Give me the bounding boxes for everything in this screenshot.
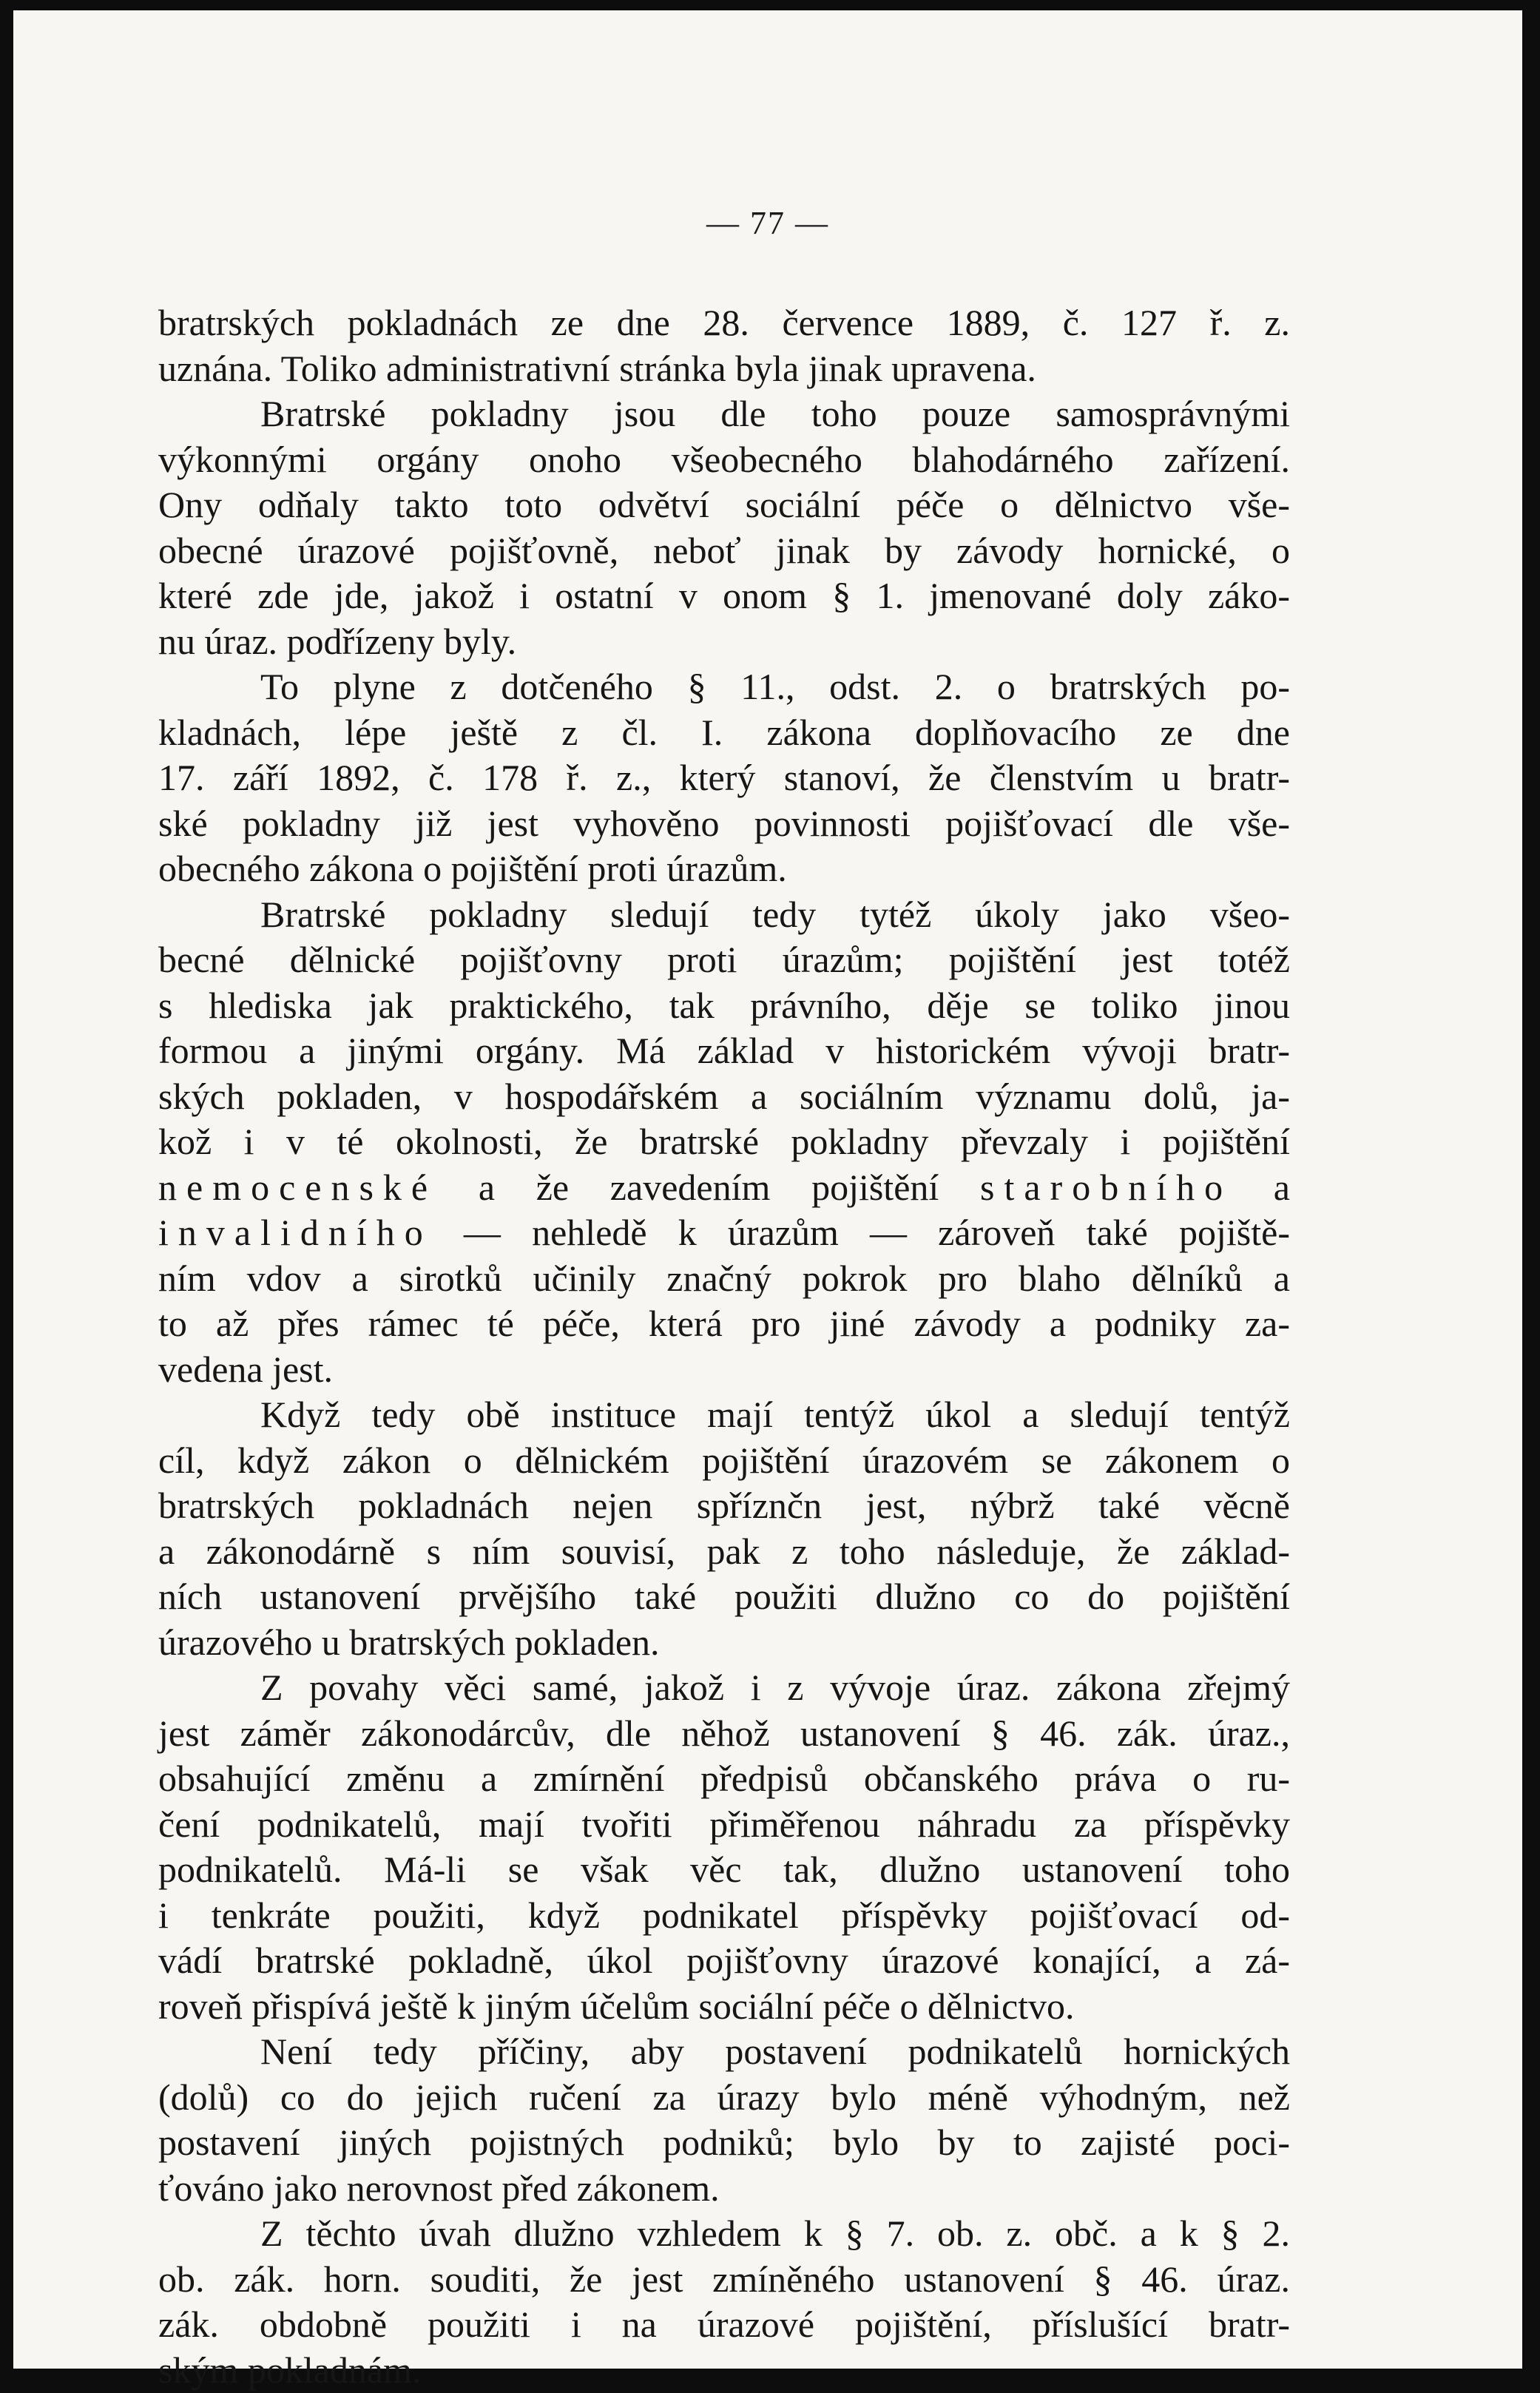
text-line: Bratrské pokladny sledují tedy tytéž úkoly jako všeo- [158,892,1290,938]
text-line: Bratrské pokladny jsou dle toho pouze samosprávnými [158,391,1290,437]
text-line: výkonnými orgány onoho všeobecného blahodárného zařízení. [158,437,1290,483]
text-line: obecné úrazové pojišťovně, neboť jinak by závody hornické, o [158,528,1290,574]
text-line: bratrských pokladnách ze dne 28. července 1889, č. 127 ř. z. [158,300,1290,346]
text-line: postavení jiných pojistných podniků; bylo by to zajisté poci- [158,2120,1290,2166]
book-page [13,10,1522,2369]
text-line: To plyne z dotčeného § 11., odst. 2. o bratrských po- [158,664,1290,710]
text-line: Když tedy obě instituce mají tentýž úkol a sledují tentýž [158,1392,1290,1438]
text-line: úrazového u bratrských pokladen. [158,1620,1290,1666]
text-line: nu úraz. podřízeny byly. [158,619,1290,665]
text-line: obsahující změnu a zmírnění předpisů občanského práva o ru- [158,1756,1290,1802]
emphasis-word: invalidního [158,1212,433,1253]
text-line: cíl, když zákon o dělnickém pojištění úrazovém se zákonem o [158,1438,1290,1484]
text-line: 17. září 1892, č. 178 ř. z., který stanoví, že členstvím u bratr- [158,755,1290,801]
text-line: ních ustanovení prvějšího také použiti dlužno co do pojištění [158,1574,1290,1620]
text-line: to až přes rámec té péče, která pro jiné závody a podniky za- [158,1301,1290,1347]
text-line: ských pokladen, v hospodářském a sociálním významu dolů, ja- [158,1074,1290,1120]
text-line: a zákonodárně s ním souvisí, pak z toho následuje, že základ- [158,1529,1290,1575]
text-line: jest záměr zákonodárcův, dle něhož ustanovení § 46. zák. úraz., [158,1711,1290,1757]
text-line: které zde jde, jakož i ostatní v onom § 1. jmenované doly záko- [158,573,1290,619]
text-line: ob. zák. horn. souditi, že jest zmíněného ustanovení § 46. úraz. [158,2257,1290,2303]
text-line: invalidního — nehledě k úrazům — zároveň také pojiště- [158,1210,1290,1256]
emphasis-word: nemocenské [158,1167,437,1208]
text-line: kladnách, lépe ještě z čl. I. zákona doplňovacího ze dne [158,710,1290,756]
text-line: čení podnikatelů, mají tvořiti přiměřenou náhradu za příspěvky [158,1802,1290,1848]
text-line: vádí bratrské pokladně, úkol pojišťovny úrazové konající, a zá- [158,1938,1290,1984]
text-line: ským pokladnám. [158,2348,1290,2393]
text-line: podnikatelů. Má-li se však věc tak, dlužno ustanovení toho [158,1847,1290,1893]
text-body [158,300,1290,2393]
text-line: ťováno jako nerovnost před zákonem. [158,2166,1290,2212]
text-line: kož i v té okolnosti, že bratrské pokladny převzaly i pojištění [158,1119,1290,1165]
text-line: uznána. Toliko administrativní stránka byla jinak upravena. [158,346,1290,392]
text-line: roveň přispívá ještě k jiným účelům sociální péče o dělnictvo. [158,1984,1290,2030]
text-line: formou a jinými orgány. Má základ v historickém vývoji bratr- [158,1028,1290,1074]
text-line: Není tedy příčiny, aby postavení podnikatelů hornických [158,2029,1290,2075]
text-line: ním vdov a sirotků učinily značný pokrok pro blaho dělníků a [158,1256,1290,1302]
text-line: Z povahy věci samé, jakož i z vývoje úraz. zákona zřejmý [158,1665,1290,1711]
text-line: s hlediska jak praktického, tak právního, děje se toliko jinou [158,983,1290,1029]
text-line: Ony odňaly takto toto odvětví sociální péče o dělnictvo vše- [158,482,1290,528]
text-line: vedena jest. [158,1347,1290,1393]
text-line: i tenkráte použiti, když podnikatel příspěvky pojišťovací od- [158,1893,1290,1939]
text-line: nemocenské a že zavedením pojištění starobního a [158,1165,1290,1211]
text-line: zák. obdobně použiti i na úrazové pojištění, příslušící bratr- [158,2302,1290,2348]
text-line: obecného zákona o pojištění proti úrazům. [158,846,1290,892]
page-number: — 77 — [13,204,1522,242]
text-line: becné dělnické pojišťovny proti úrazům; pojištění jest totéž [158,937,1290,983]
text-line: ské pokladny již jest vyhověno povinnosti pojišťovací dle vše- [158,801,1290,847]
emphasis-word: starobního [980,1167,1232,1208]
text-line: bratrských pokladnách nejen spříznčn jest, nýbrž také věcně [158,1483,1290,1529]
text-line: Z těchto úvah dlužno vzhledem k § 7. ob. z. obč. a k § 2. [158,2211,1290,2257]
text-line: (dolů) co do jejich ručení za úrazy bylo méně výhodným, než [158,2075,1290,2121]
